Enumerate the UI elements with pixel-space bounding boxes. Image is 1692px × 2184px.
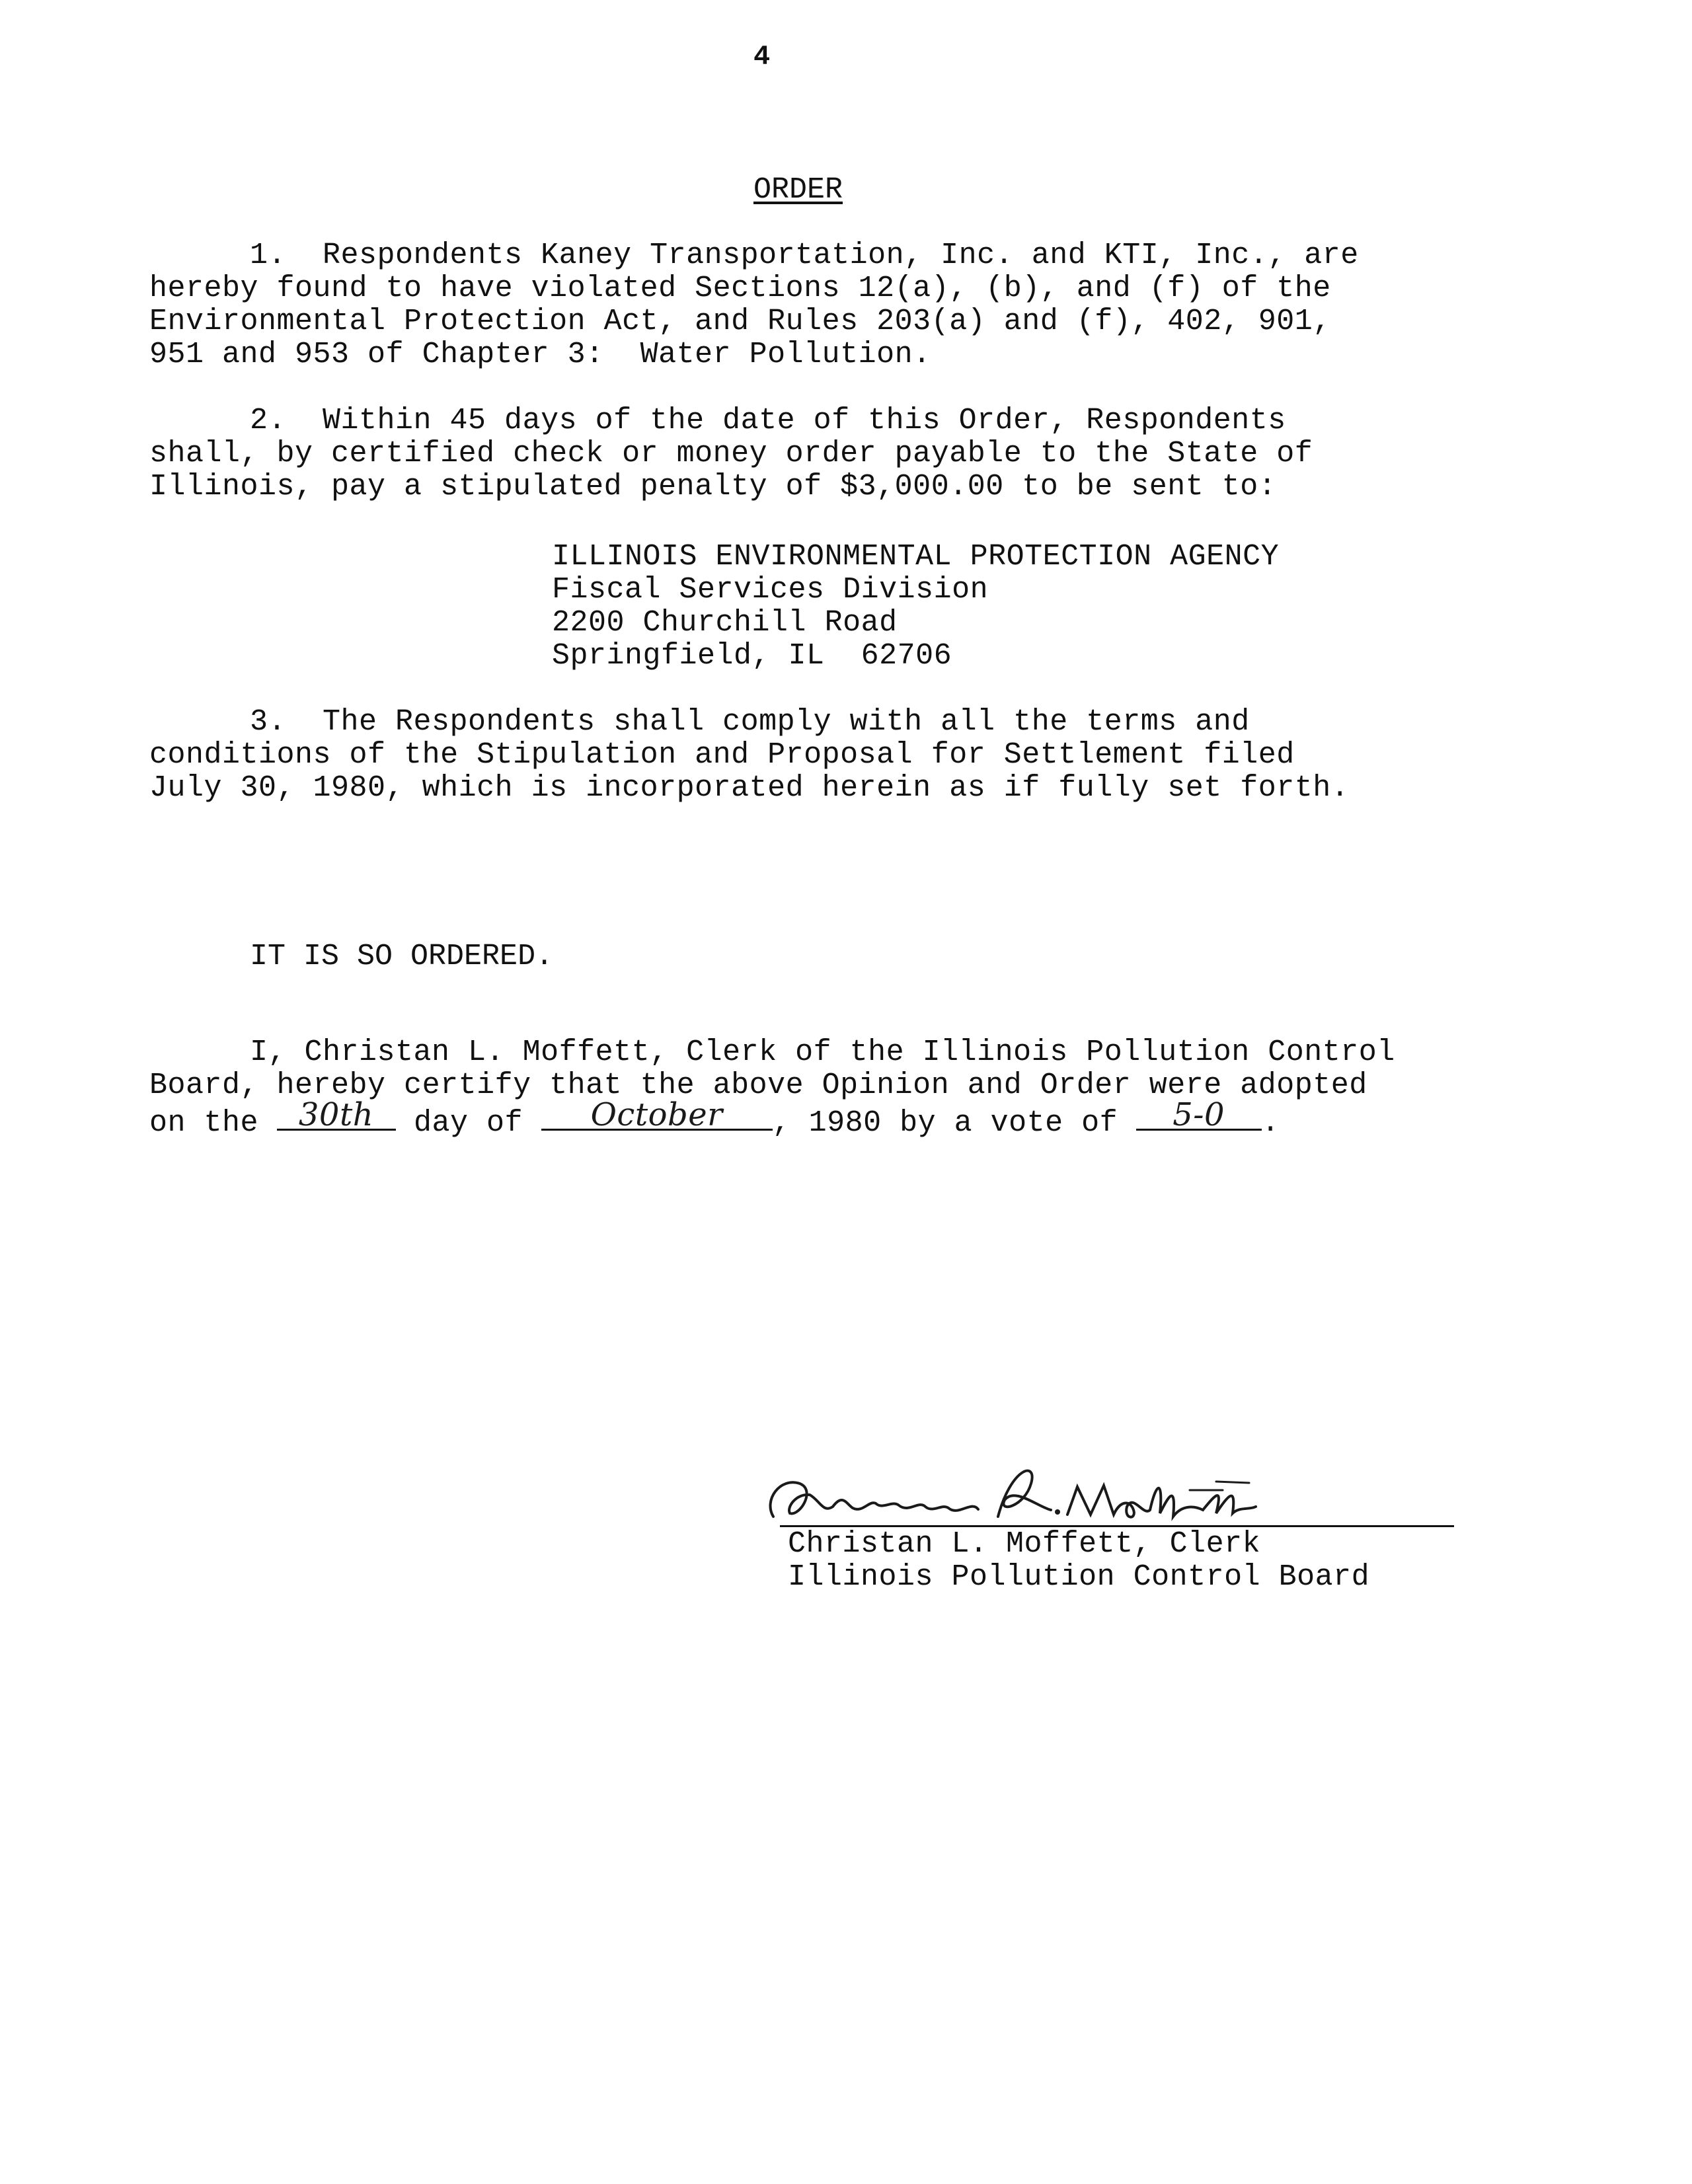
handwritten-month: October	[590, 1096, 723, 1133]
signatory-name: Christan L. Moffett, Clerk	[788, 1527, 1261, 1561]
paragraph-line: July 30, 1980, which is incorporated herein as if fully set forth.	[149, 771, 1350, 805]
order-paragraph-1	[149, 239, 1537, 371]
certification-text: , 1980 by a vote of	[772, 1106, 1136, 1140]
paragraph-line: Illinois, pay a stipulated penalty of $3,000.00 to be sent to:	[149, 470, 1277, 504]
order-heading: ORDER	[753, 173, 843, 207]
paragraph-line: 3. The Respondents shall comply with all the terms and	[250, 705, 1250, 739]
handwritten-day: 30th	[298, 1096, 374, 1133]
paragraph-line: hereby found to have violated Sections 12(a), (b), and (f) of the	[149, 272, 1331, 305]
page-number: 4	[753, 41, 771, 73]
paragraph-line: Environmental Protection Act, and Rules 203(a) and (f), 402, 901,	[149, 305, 1331, 338]
vote-blank	[1136, 1096, 1262, 1133]
paragraph-line: 2. Within 45 days of the date of this Order, Respondents	[250, 404, 1286, 437]
handwritten-vote: 5-0	[1173, 1096, 1225, 1133]
so-ordered-statement: IT IS SO ORDERED.	[250, 940, 554, 973]
certification-line: Board, hereby certify that the above Opinion and Order were adopted	[149, 1069, 1367, 1102]
clerk-certification	[149, 1036, 1537, 1140]
address-line: 2200 Churchill Road	[552, 606, 898, 640]
address-line: Springfield, IL 62706	[552, 639, 952, 673]
paragraph-line: 1. Respondents Kaney Transportation, Inc. and KTI, Inc., are	[250, 239, 1359, 272]
month-blank	[541, 1096, 773, 1133]
certification-line-dated	[149, 1096, 1537, 1140]
order-paragraph-2	[149, 404, 1537, 504]
address-line: ILLINOIS ENVIRONMENTAL PROTECTION AGENCY	[552, 540, 1280, 574]
certification-line: I, Christan L. Moffett, Clerk of the Illinois Pollution Control	[250, 1036, 1395, 1069]
signatory	[788, 1528, 1369, 1594]
address-line: Fiscal Services Division	[552, 573, 989, 607]
paragraph-line: conditions of the Stipulation and Proposal for Settlement filed	[149, 738, 1295, 772]
paragraph-line: 951 and 953 of Chapter 3: Water Pollution.	[149, 338, 931, 371]
order-paragraph-3	[149, 706, 1537, 805]
certification-text: day of	[395, 1106, 541, 1140]
day-blank	[277, 1096, 396, 1133]
certification-text: on the	[149, 1106, 277, 1140]
paragraph-line: shall, by certified check or money order payable to the State of	[149, 437, 1313, 471]
agency-address	[552, 541, 1279, 673]
handwritten-signature	[760, 1454, 1262, 1533]
signatory-organization: Illinois Pollution Control Board	[788, 1560, 1370, 1594]
certification-text: .	[1261, 1106, 1280, 1140]
